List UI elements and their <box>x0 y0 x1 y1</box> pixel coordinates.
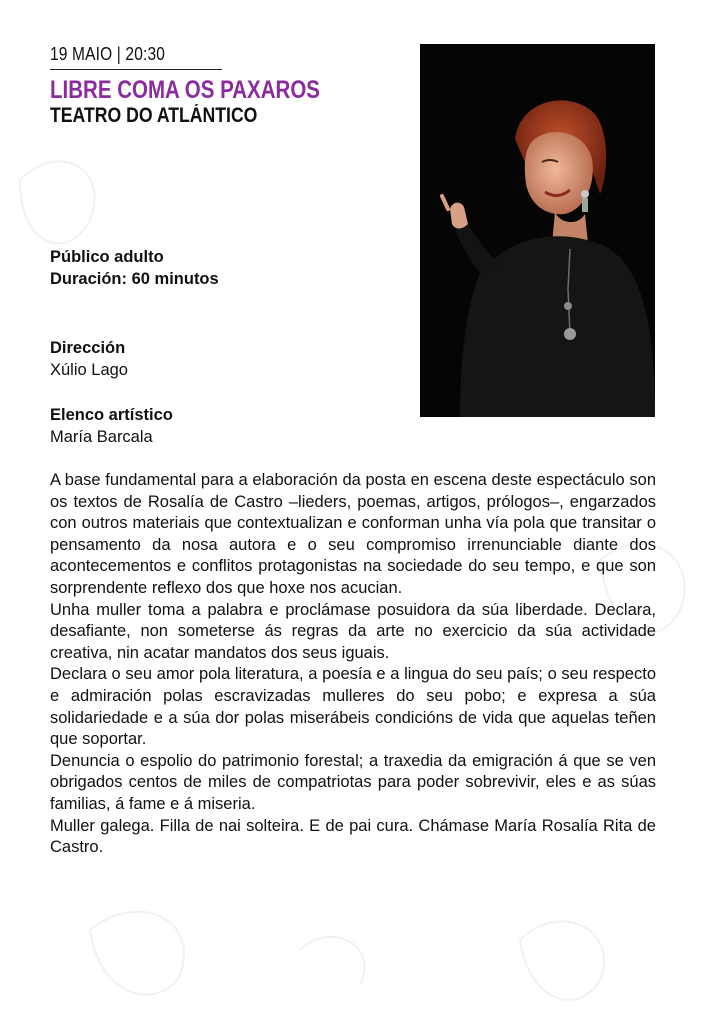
description-paragraph: Muller galega. Filla de nai solteira. E de pai cura. Chámase María Rosalía Rita de Castro. <box>50 816 656 857</box>
event-venue: TEATRO DO ATLÁNTICO <box>50 104 258 127</box>
direction-value: Xúlio Lago <box>50 361 128 379</box>
audience-duration-block <box>50 246 219 290</box>
description-paragraph: Declara o seu amor pola literatura, a poesía e a lingua do seu país; o seu respecto e admiración polas escravizadas mulleres do seu pobo; e expresa a súa solidariedade e a súa dor polas miserábeis condicións de vida que aquelas teñen que soportar. <box>50 665 656 749</box>
description-paragraph: A base fundamental para a elaboración da posta en escena deste espectáculo son os textos de Rosalía de Castro –lieders, poemas, artigos, prólogos–, engarzados con outros materiais que contextualizan e conforman unha vía pola que transitar o pensamento da nosa autora e o seu compromiso irrenunciable diante dos acontecementos e conflitos protagonistas na sociedade do seu tempo, e que son sorprendente reflexo dos que hoxe nos acucian. <box>50 471 656 597</box>
description-paragraph: Denuncia o espolio do patrimonio forestal; a traxedia da emigración á que se ven obrigados centos de miles de compatriotas para poder sobrevivir, eles e as súas familias, á fame e á miseria. <box>50 751 656 813</box>
direction-block <box>50 337 128 381</box>
cast-value: María Barcala <box>50 428 153 446</box>
date-underline <box>50 69 222 70</box>
audience-label: Público adulto <box>50 248 164 266</box>
description-paragraph: Unha muller toma a palabra e proclámase posuidora da súa liberdade. Declara, desafiante, non someterse ás regras da arte no exercicio da súa actividade creativa, nin acatar mandatos dos seus iguais. <box>50 600 656 662</box>
duration-label: Duración: 60 minutos <box>50 270 219 288</box>
description-text <box>50 470 656 859</box>
cast-label: Elenco artístico <box>50 406 173 424</box>
event-date-time: 19 MAIO | 20:30 <box>50 44 166 64</box>
event-title: LIBRE COMA OS PAXAROS <box>50 76 320 104</box>
direction-label: Dirección <box>50 339 126 357</box>
performer-photo <box>420 44 655 417</box>
cast-block <box>50 404 173 448</box>
